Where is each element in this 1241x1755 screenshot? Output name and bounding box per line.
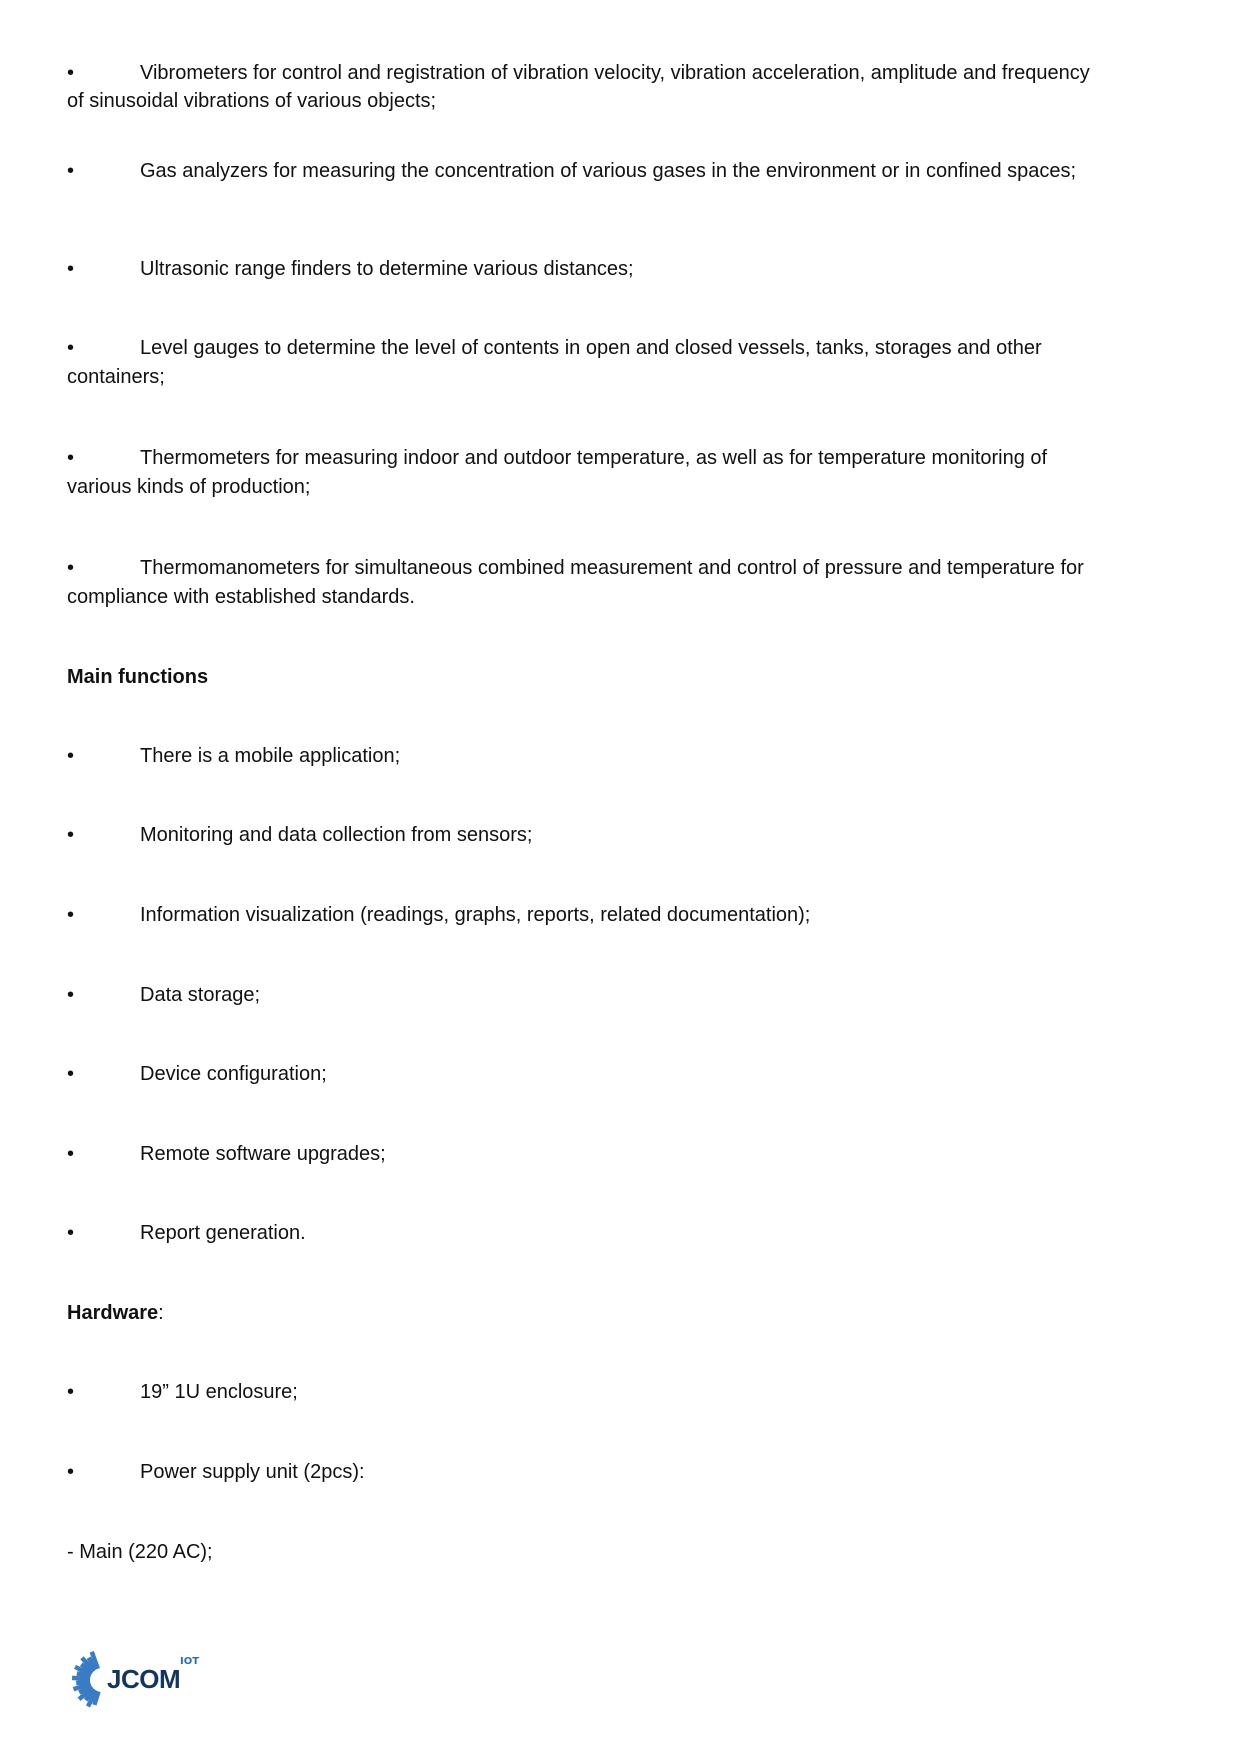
list-item-text: Report generation. xyxy=(140,1222,306,1244)
list-item-continuation: various kinds of production; xyxy=(67,476,311,498)
list-item-text: Remote software upgrades; xyxy=(140,1143,386,1165)
list-item-text: Device configuration; xyxy=(140,1063,327,1085)
list-item-text: There is a mobile application; xyxy=(140,745,401,767)
list-item-continuation: containers; xyxy=(67,366,165,388)
sunburst-icon xyxy=(62,1650,112,1710)
sub-item: - Main (220 AC); xyxy=(67,1541,213,1563)
bullet-icon: • xyxy=(67,824,75,846)
heading-colon: : xyxy=(158,1302,164,1324)
list-item-text: Power supply unit (2pcs): xyxy=(140,1461,365,1483)
bullet-icon: • xyxy=(67,1143,75,1165)
jcom-logo xyxy=(62,1650,212,1710)
bullet-icon: • xyxy=(67,447,75,469)
list-item-continuation: of sinusoidal vibrations of various objects; xyxy=(67,90,437,112)
bullet-icon: • xyxy=(67,337,75,359)
bullet-icon: • xyxy=(67,1461,75,1483)
bullet-icon: • xyxy=(67,557,75,579)
list-item-text: Level gauges to determine the level of contents in open and closed vessels, tanks, storages and other xyxy=(140,337,1042,359)
bullet-icon: • xyxy=(67,258,75,280)
list-item-continuation: compliance with established standards. xyxy=(67,586,415,608)
list-item-text: Ultrasonic range finders to determine various distances; xyxy=(140,258,634,280)
list-item-text: Thermometers for measuring indoor and outdoor temperature, as well as for temperature monitoring of xyxy=(140,447,1048,469)
bullet-icon: • xyxy=(67,1381,75,1403)
list-item-text: Thermomanometers for simultaneous combined measurement and control of pressure and temperature for xyxy=(140,557,1084,579)
list-item-text: Information visualization (readings, graphs, reports, related documentation); xyxy=(140,904,811,926)
bullet-icon: • xyxy=(67,984,75,1006)
list-item-text: Vibrometers for control and registration of vibration velocity, vibration acceleration, amplitude and frequency xyxy=(140,62,1090,84)
logo-text: JCOM xyxy=(107,1664,181,1694)
list-item-text: Gas analyzers for measuring the concentration of various gases in the environment or in confined spaces; xyxy=(140,160,1077,182)
list-item-text: 19” 1U enclosure; xyxy=(140,1381,298,1403)
bullet-icon: • xyxy=(67,904,75,926)
section-heading-hardware xyxy=(67,1298,164,1328)
bullet-icon: • xyxy=(67,62,75,84)
bullet-icon: • xyxy=(67,1063,75,1085)
section-heading-main-functions: Main functions xyxy=(67,666,209,688)
heading-text: Hardware xyxy=(67,1302,159,1324)
bullet-icon: • xyxy=(67,1222,75,1244)
list-item-text: Data storage; xyxy=(140,984,261,1006)
bullet-icon: • xyxy=(67,160,75,182)
bullet-icon: • xyxy=(67,745,75,767)
list-item-text: Monitoring and data collection from sensors; xyxy=(140,824,533,846)
logo-superscript: IOT xyxy=(180,1656,200,1667)
logo-ray xyxy=(72,1678,90,1679)
